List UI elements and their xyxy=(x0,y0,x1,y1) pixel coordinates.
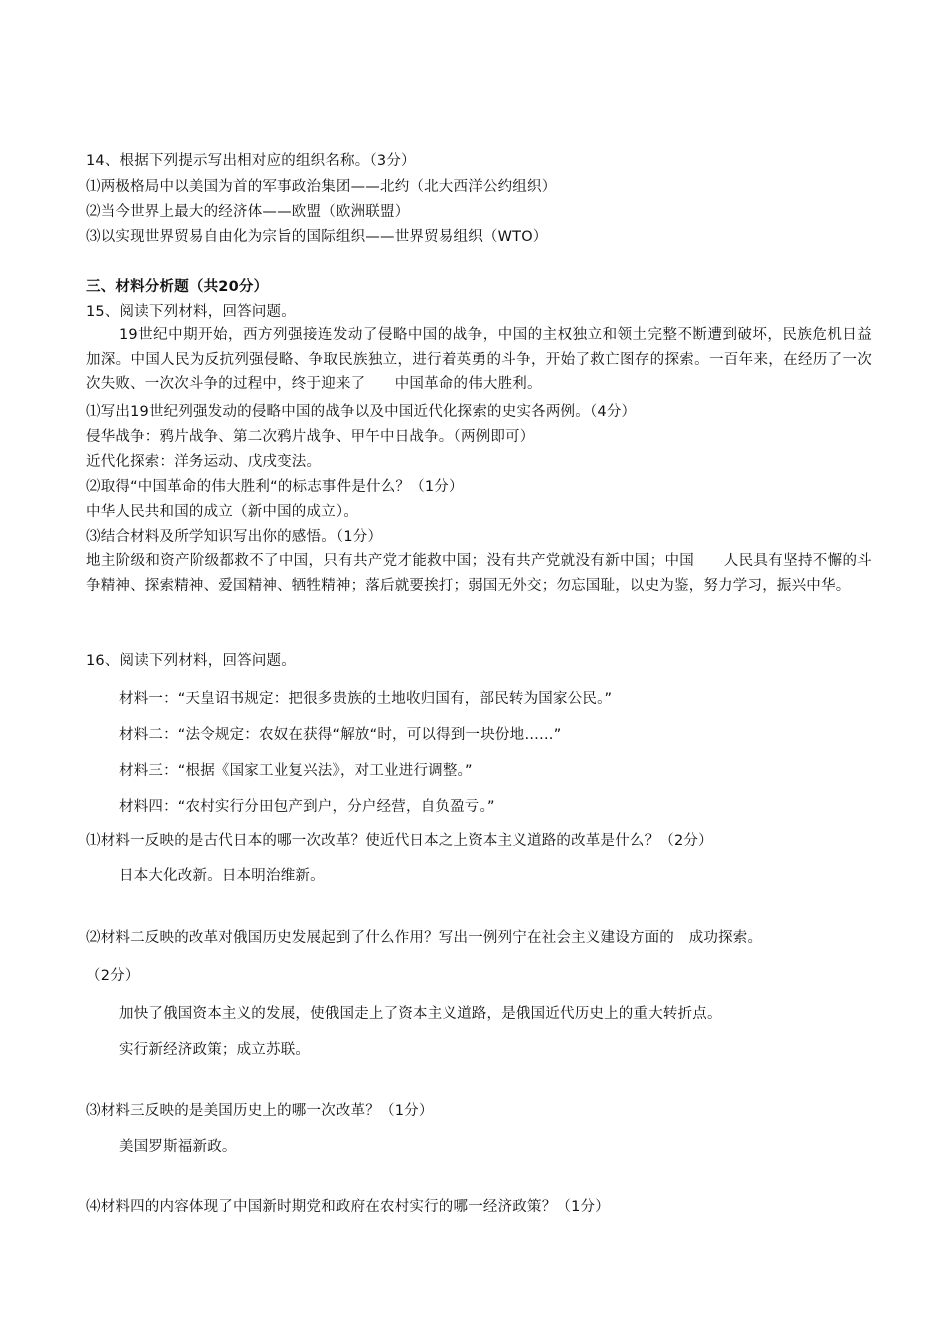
q15-answer-1a: 侵华战争：鸦片战争、第二次鸦片战争、甲午中日战争。（两例即可） xyxy=(86,429,535,445)
q16-sub1: ⑴材料一反映的是古代日本的哪一次改革？使近代日本之上资本主义道路的改革是什么？（2分） xyxy=(86,833,713,849)
q16-material-4: 材料四：“农村实行分田包产到户，分户经营，自负盈亏。” xyxy=(119,799,495,815)
q15-title: 15、阅读下列材料，回答问题。 xyxy=(86,304,296,320)
q15-answer-2: 中华人民共和国的成立（新中国的成立）。 xyxy=(86,504,359,520)
q15-material-text: 19世纪中期开始，西方列强接连发动了侵略中国的战争，中国的主权独立和领土完整不断遭到破坏，民族危机日益加深。中国人民为反抗列强侵略、争取民族独立，进行着英勇的斗争，开始了救亡图存的探索。一百年来，在经历了一次次失败、一次次斗争的过程中，终于迎来了 中国革命的伟大胜利。 xyxy=(86,327,872,392)
q14-item-2: ⑵当今世界上最大的经济体——欧盟（欧洲联盟） xyxy=(86,204,410,220)
q16-answer-1: 日本大化改新。日本明治维新。 xyxy=(119,868,325,884)
q15-material xyxy=(86,323,872,397)
q14-item-3: ⑶以实现世界贸易自由化为宗旨的国际组织——世界贸易组织（WTO） xyxy=(86,229,548,245)
q16-material-3: 材料三：“根据《国家工业复兴法》，对工业进行调整。” xyxy=(119,763,473,779)
q16-answer-2b: 实行新经济政策；成立苏联。 xyxy=(119,1042,311,1058)
q16-sub2-score: （2分） xyxy=(86,968,140,984)
q16-sub3: ⑶材料三反映的是美国历史上的哪一次改革？（1分） xyxy=(86,1103,434,1119)
q14-title: 14、根据下列提示写出相对应的组织名称。（3分） xyxy=(86,153,416,169)
q16-answer-2a: 加快了俄国资本主义的发展，使俄国走上了资本主义道路，是俄国近代历史上的重大转折点。 xyxy=(119,1006,722,1022)
q16-material-1: 材料一：“天皇诏书规定：把很多贵族的土地收归国有，部民转为国家公民。” xyxy=(119,691,613,707)
q16-answer-3: 美国罗斯福新政。 xyxy=(119,1139,237,1155)
q14-item-1: ⑴两极格局中以美国为首的军事政治集团——北约（北大西洋公约组织） xyxy=(86,179,557,195)
section-heading: 三、材料分析题（共20分） xyxy=(86,279,269,295)
q16-sub2: ⑵材料二反映的改革对俄国历史发展起到了什么作用？写出一例列宁在社会主义建设方面的 成功探索。 xyxy=(86,930,763,946)
q16-material-2: 材料二：“法令规定：农奴在获得“解放“时，可以得到一块份地……” xyxy=(119,727,562,743)
q15-answer-1b: 近代化探索：洋务运动、戊戌变法。 xyxy=(86,454,322,470)
q16-title: 16、阅读下列材料，回答问题。 xyxy=(86,653,296,669)
q15-answer-3: 地主阶级和资产阶级都救不了中国，只有共产党才能救中国；没有共产党就没有新中国；中国 人民具有坚持不懈的斗争精神、探索精神、爱国精神、牺牲精神；落后就要挨打；弱国无外交；勿忘国耻，以史为鉴，努力学习，振兴中华。 xyxy=(86,553,872,594)
q15-sub3: ⑶结合材料及所学知识写出你的感悟。（1分） xyxy=(86,529,383,545)
q15-sub2: ⑵取得“中国革命的伟大胜利“的标志事件是什么？（1分） xyxy=(86,479,464,495)
q16-sub4: ⑷材料四的内容体现了中国新时期党和政府在农村实行的哪一经济政策？（1分） xyxy=(86,1199,610,1215)
q15-sub1: ⑴写出19世纪列强发动的侵略中国的战争以及中国近代化探索的史实各两例。（4分） xyxy=(86,404,637,420)
